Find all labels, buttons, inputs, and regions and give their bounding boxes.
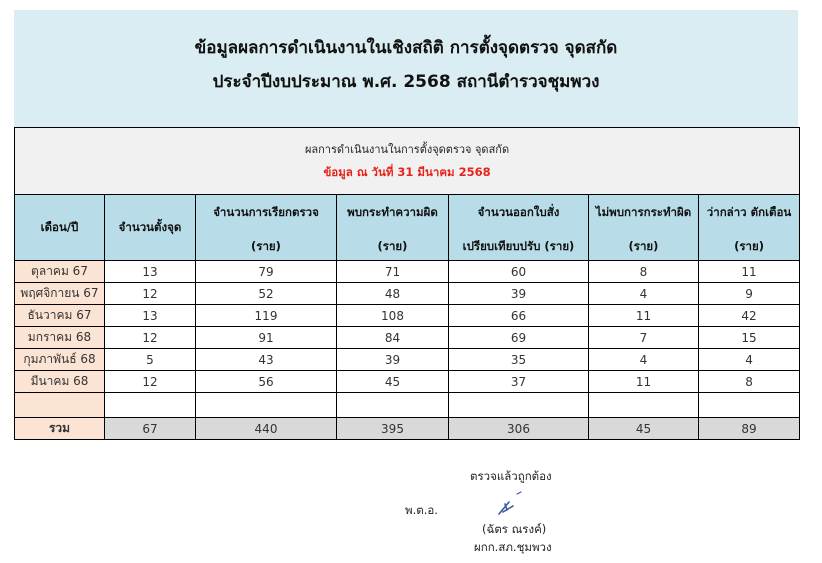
cell-month: ตุลาคม 67 [15,261,105,283]
signature-mark-icon [495,490,525,518]
total-cell: 67 [105,418,196,440]
col-warnings: ว่ากล่าว ตักเตือน (ราย) [699,195,800,261]
signer-name: (ฉัตร ณรงค์) [482,522,547,536]
cell: 71 [337,261,449,283]
cell [589,393,699,418]
cell: 11 [589,371,699,393]
cell [196,393,337,418]
table-row [15,261,800,283]
total-cell: 89 [699,418,800,440]
cell: 52 [196,283,337,305]
table-row [15,305,800,327]
signer-position: ผกก.สภ.ชุมพวง [474,540,552,554]
cell-month [15,393,105,418]
cell-month: มกราคม 68 [15,327,105,349]
cell: 42 [699,305,800,327]
col-checkpoints: จำนวนตั้งจุด [105,195,196,261]
table-row [15,327,800,349]
cell: 108 [337,305,449,327]
total-cell: 306 [449,418,589,440]
cell [449,393,589,418]
total-cell: 45 [589,418,699,440]
cell [699,393,800,418]
cell: 12 [105,283,196,305]
table-row [15,349,800,371]
col-tickets: จำนวนออกใบสั่ง เปรียบเทียบปรับ (ราย) [449,195,589,261]
report-title: ข้อมูลผลการดำเนินงานในเชิงสถิติ การตั้งจุดตรวจ จุดสกัด [194,38,618,58]
cell: 11 [699,261,800,283]
total-cell: 395 [337,418,449,440]
cell [337,393,449,418]
cell: 84 [337,327,449,349]
rank-text: พ.ต.อ. [405,503,438,517]
table-subheader [15,128,800,195]
col-offenses: พบกระทำความผิด (ราย) [337,195,449,261]
total-label: รวม [15,418,105,440]
cell: 12 [105,371,196,393]
statistics-table [14,127,800,440]
cell: 37 [449,371,589,393]
cell: 119 [196,305,337,327]
cell [105,393,196,418]
column-header-row [15,195,800,261]
cell: 5 [105,349,196,371]
col-month: เดือน/ปี [15,195,105,261]
report-subtitle: ประจำปีงบประมาณ พ.ศ. 2568 สถานีตำรวจชุมพวง [212,72,600,92]
cell: 8 [699,371,800,393]
cell: 11 [589,305,699,327]
table-row-empty [15,393,800,418]
total-row [15,418,800,440]
cell: 79 [196,261,337,283]
verified-text: ตรวจแล้วถูกต้อง [470,469,552,483]
cell-month: กุมภาพันธ์ 68 [15,349,105,371]
cell: 60 [449,261,589,283]
cell: 13 [105,261,196,283]
cell: 69 [449,327,589,349]
cell: 35 [449,349,589,371]
cell: 39 [449,283,589,305]
cell: 45 [337,371,449,393]
cell-month: มีนาคม 68 [15,371,105,393]
cell: 12 [105,327,196,349]
cell: 15 [699,327,800,349]
cell: 66 [449,305,589,327]
subheader-title: ผลการดำเนินงานในการตั้งจุดตรวจ จุดสกัด [304,143,510,156]
cell-month: พฤศจิกายน 67 [15,283,105,305]
cell: 56 [196,371,337,393]
cell: 7 [589,327,699,349]
cell: 48 [337,283,449,305]
col-no-offense: ไม่พบการกระทำผิด (ราย) [589,195,699,261]
table-row [15,371,800,393]
table-row [15,283,800,305]
data-date: ข้อมูล ณ วันที่ 31 มีนาคม 2568 [323,165,491,179]
cell: 4 [589,349,699,371]
title-banner [14,10,798,127]
cell: 4 [699,349,800,371]
total-cell: 440 [196,418,337,440]
cell: 91 [196,327,337,349]
cell: 43 [196,349,337,371]
col-inspected: จำนวนการเรียกตรวจ (ราย) [196,195,337,261]
cell: 13 [105,305,196,327]
cell-month: ธันวาคม 67 [15,305,105,327]
cell: 39 [337,349,449,371]
cell: 9 [699,283,800,305]
cell: 8 [589,261,699,283]
cell: 4 [589,283,699,305]
